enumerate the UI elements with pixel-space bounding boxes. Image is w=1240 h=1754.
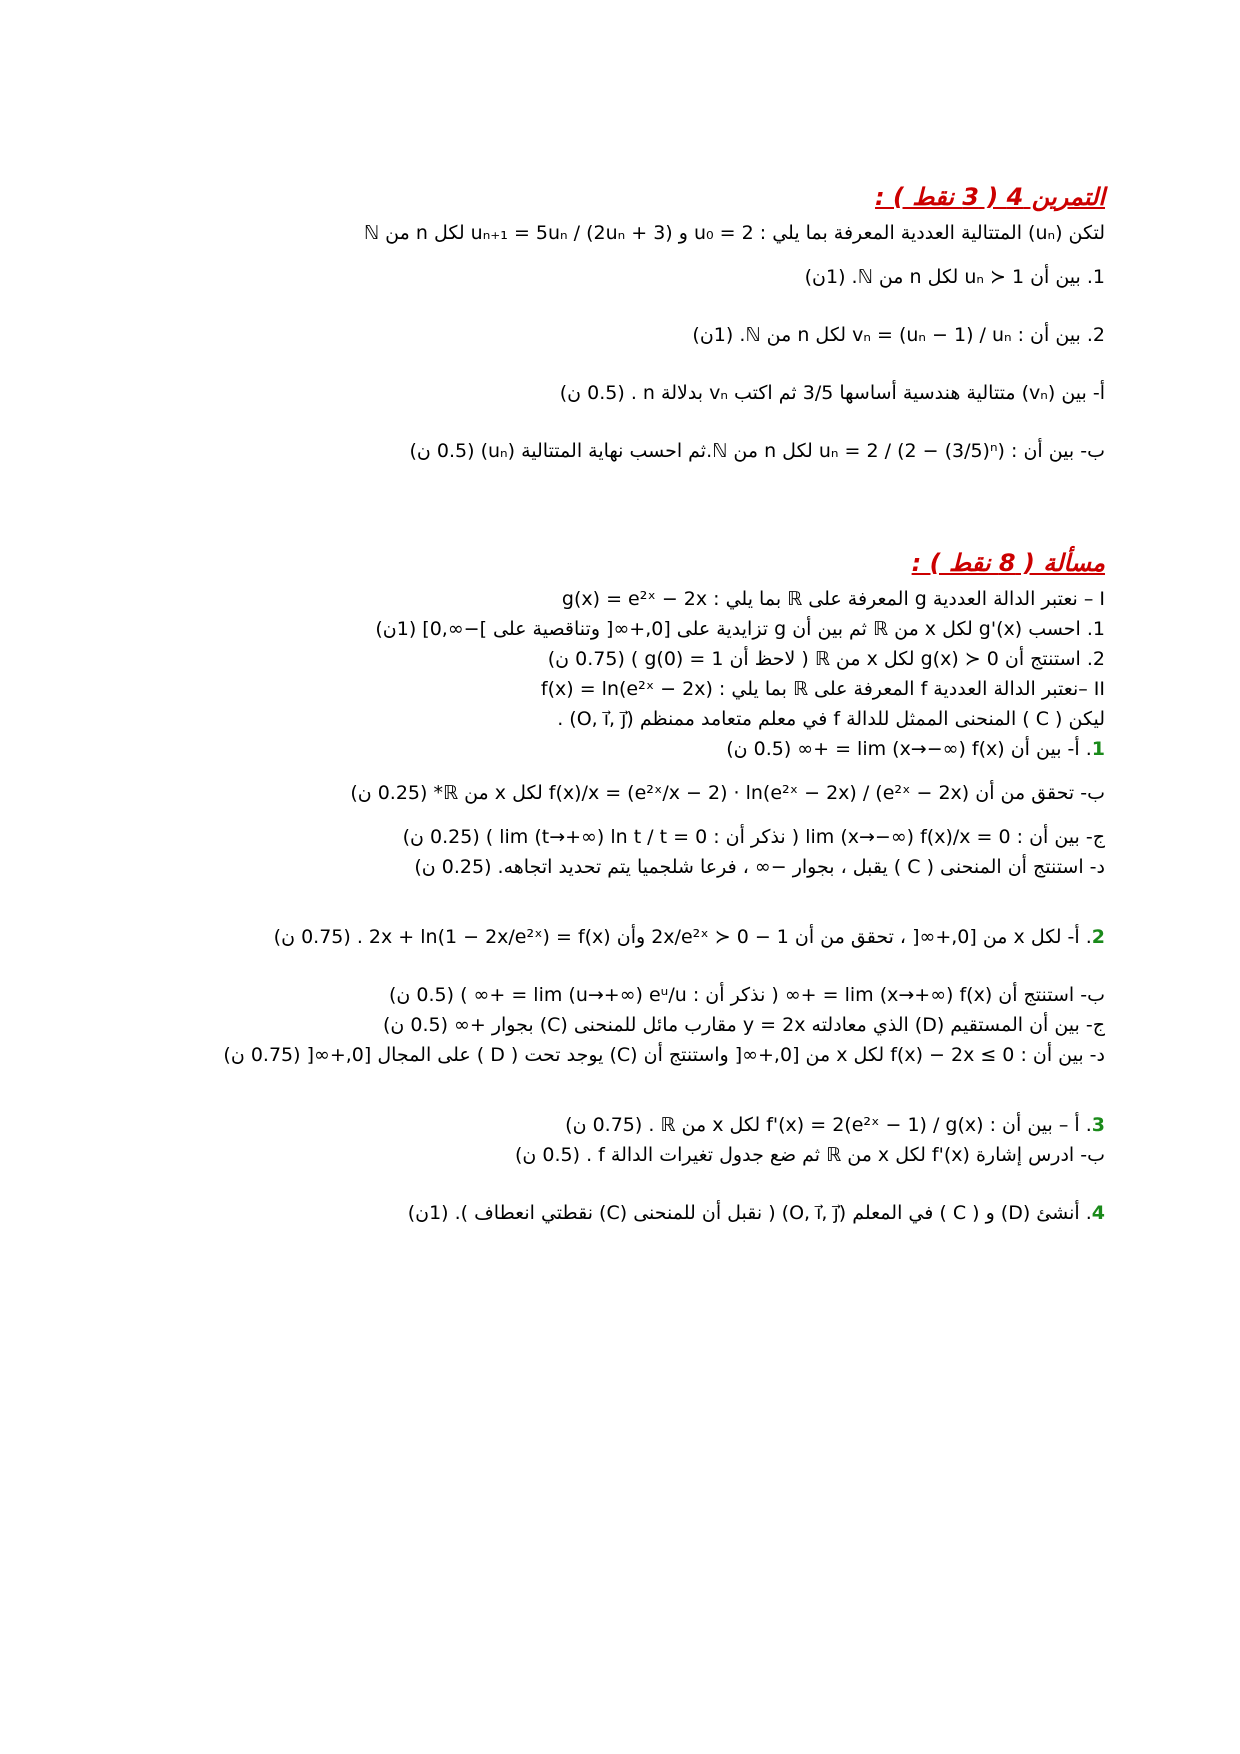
problem-I-2: 2. استنتج أن g(x) ≻ 0 لكل x من ℝ ( لاحظ أن g(0) = 1 ) (0.75 ن) [547,648,1105,670]
exercise-4-q2: 2. بين أن : vₙ = (uₙ − 1) / uₙ لكل n من ℕ. (1ن) [692,324,1105,346]
exercise-4-title: التمرين 4 ( 3 نقط ) : [875,183,1105,211]
problem-II-2a: 2. أ- لكل x من [0,+∞[ ، تحقق من أن 1 − 2x/e²ˣ ≻ 0 وأن 2x + ln(1 − 2x/e²ˣ) = f(x) . (0.75 ن) [273,926,1105,948]
problem-II-1b: ب- تحقق من أن f(x)/x = (e²ˣ/x − 2) · ln(e²ˣ − 2x) / (e²ˣ − 2x) لكل x من ℝ* (0.25 ن) [350,782,1105,804]
problem-II-2b: ب- استنتج أن lim (x→+∞) f(x) = +∞ ( نذكر أن : lim (u→+∞) eᵘ/u = +∞ ) (0.5 ن) [389,984,1105,1006]
item-number-2: 2 [1091,926,1105,948]
exercise-4-q2a: أ- بين (vₙ) متتالية هندسية أساسها 3/5 ثم اكتب vₙ بدلالة n . (0.5 ن) [559,382,1105,404]
problem-curve-definition: ليكن ( C ) المنحنى الممثل للدالة f في معلم متعامد ممنظم (O, i⃗, j⃗) . [557,708,1105,730]
item-number-4: 4 [1091,1202,1105,1224]
problem-II-2c: ج- بين أن المستقيم (D) الذي معادلته y = 2x مقارب مائل للمنحنى (C) بجوار +∞ (0.5 ن) [382,1014,1105,1036]
item-number-1: 1 [1091,738,1105,760]
problem-II-4: 4. أنشئ (D) و ( C ) في المعلم (O, i⃗, j⃗) ( نقبل أن للمنحنى (C) نقطتي انعطاف ). (1ن) [407,1202,1105,1224]
item-number-3: 3 [1091,1114,1105,1136]
problem-II-4-text: أنشئ (D) و ( C ) في المعلم (O, i⃗, j⃗) ( نقبل أن للمنحنى (C) نقطتي انعطاف ). (1ن) [407,1202,1080,1224]
exercise-4-q2b: ب- بين أن : uₙ = 2 / (2 − (3/5)ⁿ) لكل n من ℕ.ثم احسب نهاية المتتالية (uₙ) (0.5 ن) [409,440,1105,462]
problem-II-1d: د- استنتج أن المنحنى ( C ) يقبل ، بجوار −∞ ، فرعا شلجميا يتم تحديد اتجاهه. (0.25 ن) [414,856,1105,878]
problem-II-1c: ج- بين أن : lim (x→−∞) f(x)/x = 0 ( نذكر أن : lim (t→+∞) ln t / t = 0 ) (0.25 ن) [402,826,1105,848]
problem-II-3a-text: أ – بين أن : f'(x) = 2(e²ˣ − 1) / g(x) لكل x من ℝ . (0.75 ن) [565,1114,1080,1136]
problem-II-2d: د- بين أن : f(x) − 2x ≤ 0 لكل x من [0,+∞[ واستنتج أن (C) يوجد تحت ( D ) على المجال [0,+∞[ (0.75 ن) [223,1044,1105,1066]
problem-title: مسألة ( 8 نقط ) : [911,549,1105,577]
exercise-4-intro: لتكن (uₙ) المتتالية العددية المعرفة بما يلي : u₀ = 2 و uₙ₊₁ = 5uₙ / (2uₙ + 3) لكل n من ℕ [363,222,1105,244]
problem-II-1a-text: أ- بين أن lim (x→−∞) f(x) = +∞ (0.5 ن) [726,738,1080,760]
problem-II-3a: 3. أ – بين أن : f'(x) = 2(e²ˣ − 1) / g(x) لكل x من ℝ . (0.75 ن) [565,1114,1105,1136]
document-page [130,180,1105,1228]
problem-II-3b: ب- ادرس إشارة f'(x) لكل x من ℝ ثم ضع جدول تغيرات الدالة f . (0.5 ن) [515,1144,1105,1166]
problem-II-1a: 1. أ- بين أن lim (x→−∞) f(x) = +∞ (0.5 ن) [726,738,1105,760]
problem-II-2a-text: أ- لكل x من [0,+∞[ ، تحقق من أن 1 − 2x/e²ˣ ≻ 0 وأن 2x + ln(1 − 2x/e²ˣ) = f(x) . (0.75 ن) [273,926,1080,948]
problem-I-1: 1. احسب g'(x) لكل x من ℝ ثم بين أن g تزايدية على [0,+∞[ وتناقصية على ]−∞,0] (1ن) [375,618,1105,640]
problem-part-II: II –نعتبر الدالة العددية f المعرفة على ℝ بما يلي : f(x) = ln(e²ˣ − 2x) [540,678,1105,700]
exercise-4-q1: 1. بين أن uₙ ≻ 1 لكل n من ℕ. (1ن) [804,266,1105,288]
problem-part-I: I – نعتبر الدالة العددية g المعرفة على ℝ بما يلي : g(x) = e²ˣ − 2x [561,588,1105,610]
